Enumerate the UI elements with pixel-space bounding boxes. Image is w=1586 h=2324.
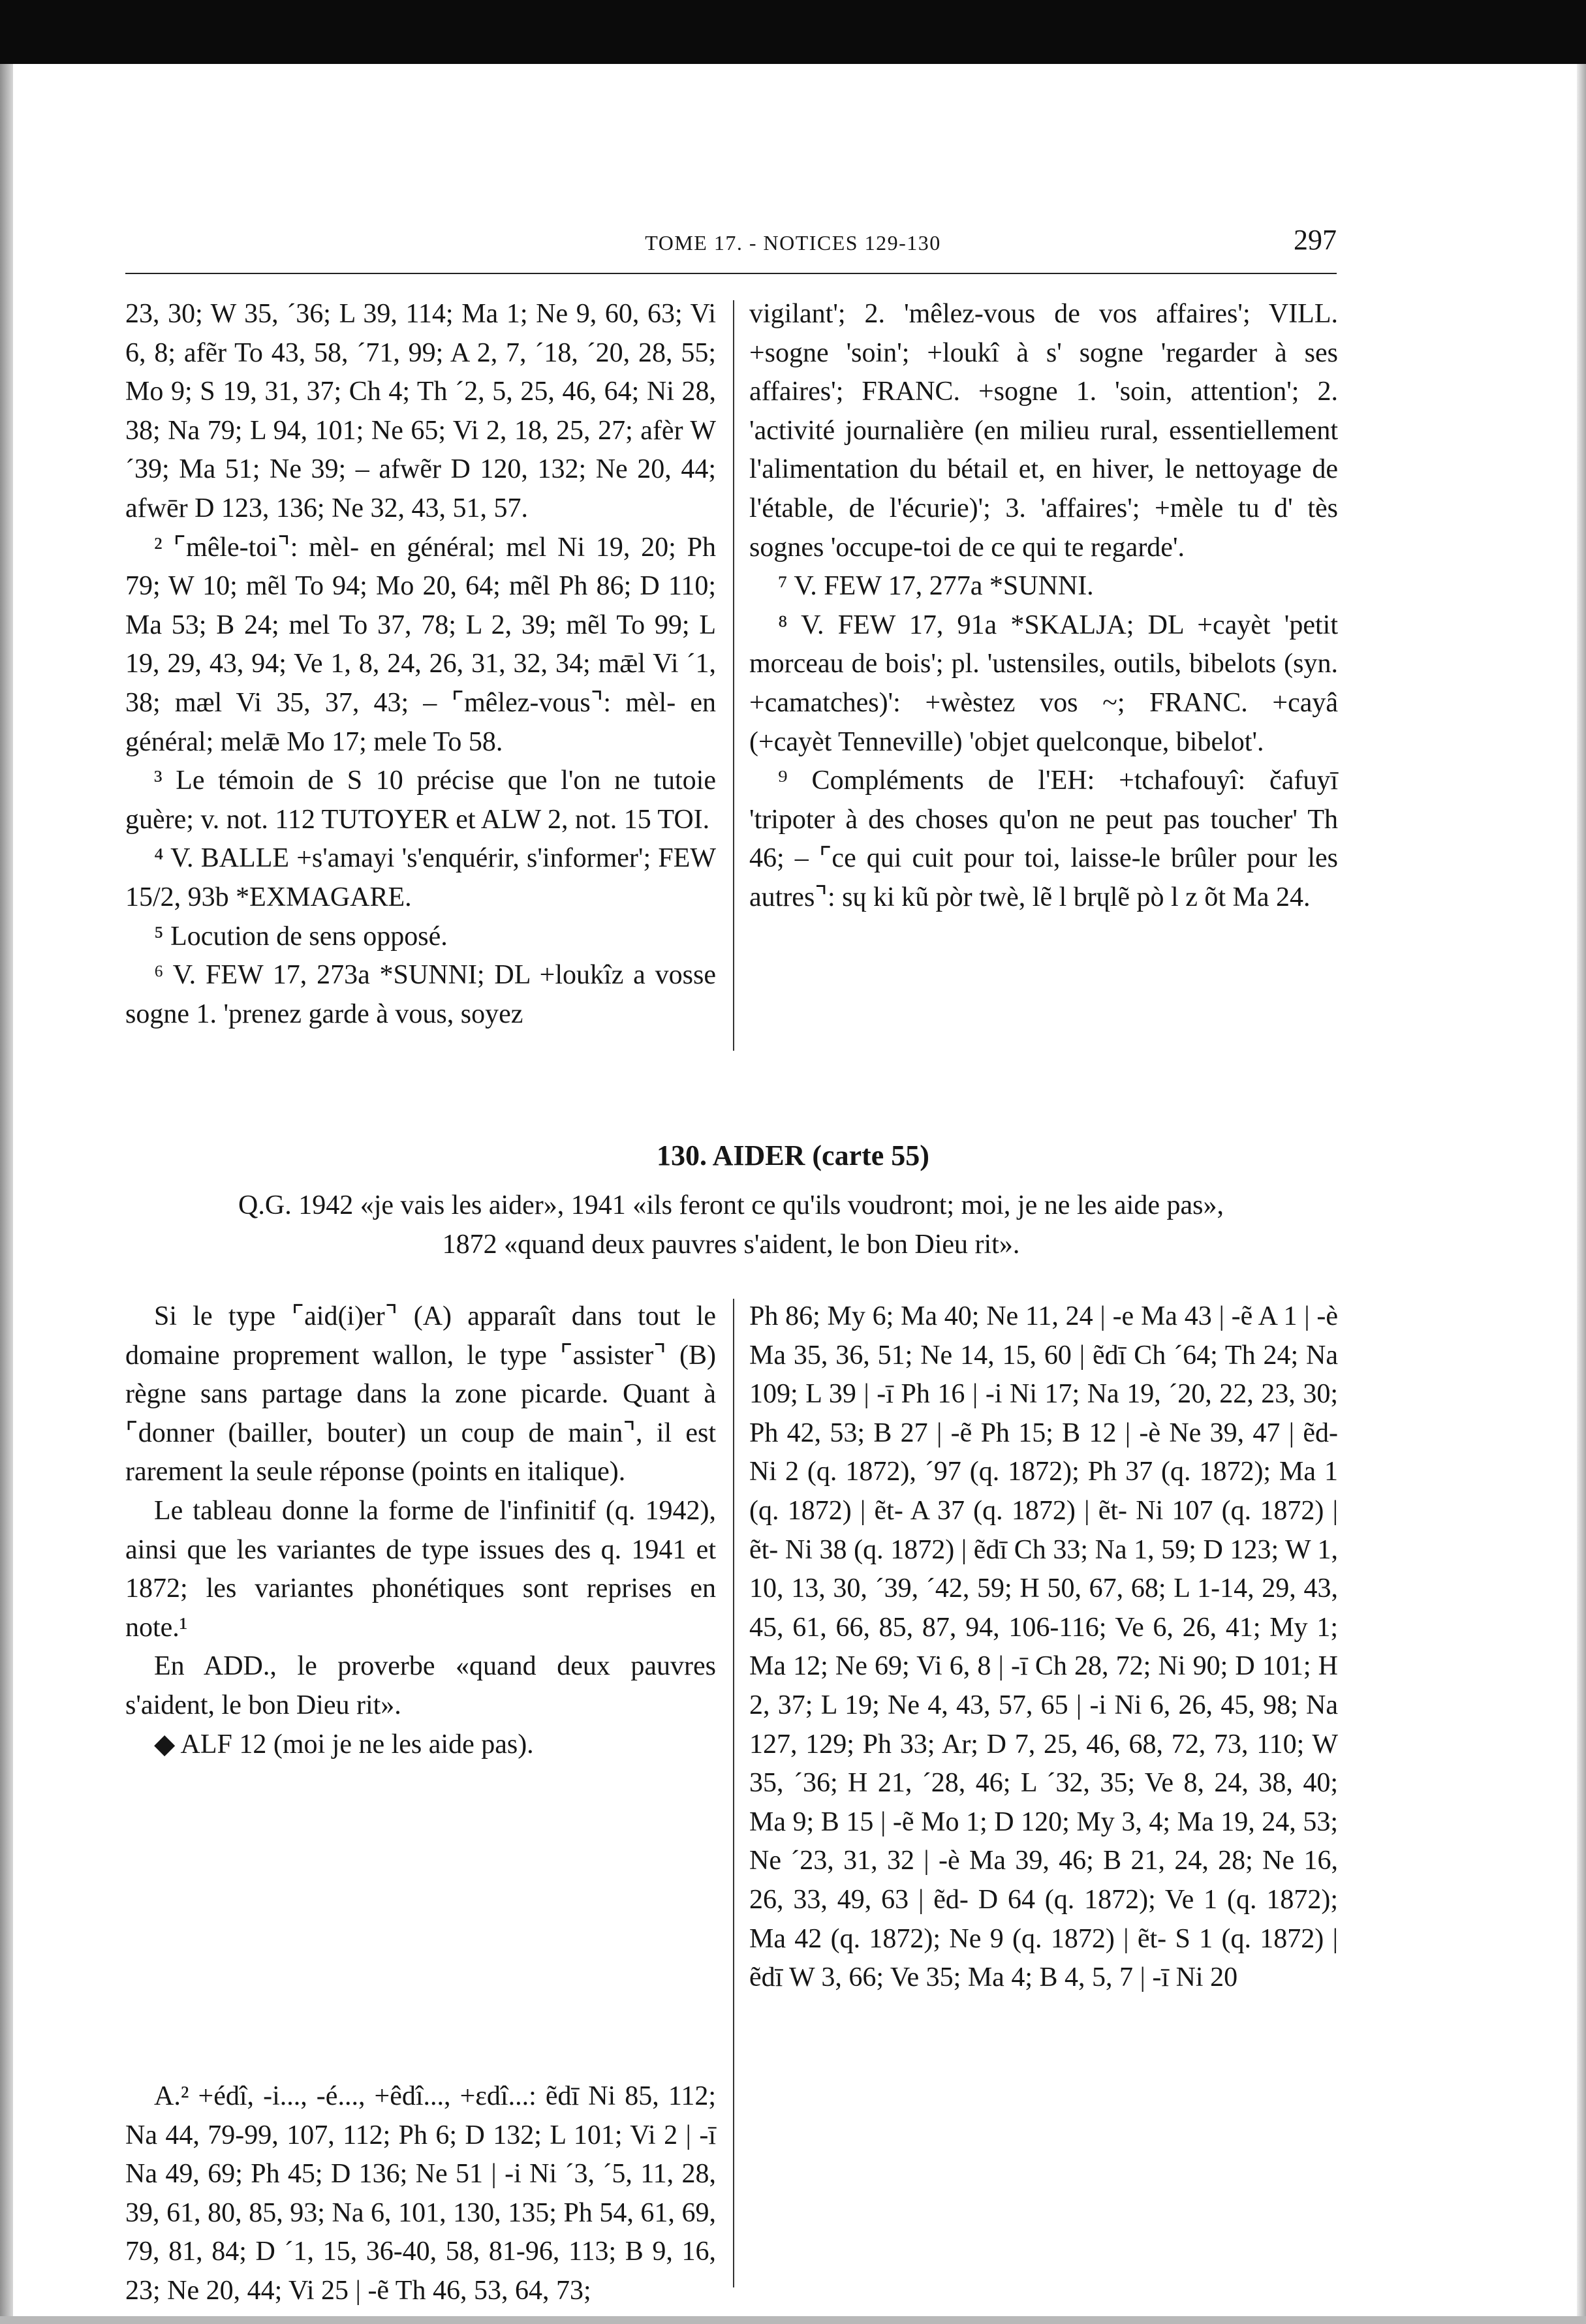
note-6-continuation: vigilant'; 2. 'mêlez-vous de vos affaires'; VILL. +sogne 'soin'; +loukî à s' sogne 'regarder à ses affaires'; FRANC. +sogne 1. 'soin, attention'; 2. 'activité journalière (en milieu rural, essentiellement l'alimentation du bétail et, en hiver, le nettoyage de l'étable, de l'écurie)'; 3. 'affaires'; +mèle tu d' tès sognes 'occupe-toi de ce qui te regarde'. [749,299,1338,563]
section-title: 130. AIDER (carte 55) [657,1139,929,1171]
forms-list-a-continuation: Ph 86; My 6; Ma 40; Ne 11, 24 | -e Ma 43 | -ẽ A 1 | -è Ma 35, 36, 51; Ne 14, 15, 60 | ẽdī Ch ´64; Th 24; Na 109; L 39 | -ī Ph 16 | -i Ni 17; Na 19, ´20, 22, 23, 30; Ph 42, 53; B 27 | -ẽ Ph 15; B 12 | -è Ne 39, 47 | ẽd- Ni 2 (q. 1872), ´97 (q. 1872); Ph 37 (q. 1872); Ma 1 (q. 1872) | ẽt- A 37 (q. 1872) | ẽt- Ni 107 (q. 1872) | ẽt- Ni 38 (q. 1872) | ẽdī Ch 33; Na 1, 59; D 123; W 1, 10, 13, 30, ´39, ´42, 59; H 50, 67, 68; L 1-14, 29, 43, 45, 61, 66, 85, 87, 94, 106-116; Ve 6, 26, 41; My 1; Ma 12; Ne 69; Vi 6, 8 | -ī Ch 28, 72; Ni 90; D 101; H 2, 37; L 19; Ne 4, 43, 57, 65 | -i Ni 6, 26, 45, 98; Na 127, 129; Ph 33; Ar; D 7, 25, 46, 68, 72, 73, 110; W 35, ´36; H 21, ´28, 46; L ´32, 35; Ve 8, 24, 38, 40; Ma 9; B 15 | -ẽ Mo 1; D 120; My 3, 4; Ma 19, 24, 53; Ne ´23, 31, 32 | -è Ma 39, 46; B 21, 24, 28; Ne 16, 26, 33, 49, 63 | ẽd- D 64 (q. 1872); Ve 1 (q. 1872); Ma 42 (q. 1872); Ne 9 (q. 1872) | ẽt- S 1 (q. 1872) | ẽdī W 3, 66; Ve 35; Ma 4; B 4, 5, 7 | -ī Ni 20 [749,1301,1338,1993]
note-5: ⁵ Locution de sens opposé. [154,921,448,952]
note-6: ⁶ V. FEW 17, 273a *SUNNI; DL +loukîz a vosse sogne 1. 'prenez garde à vous, soyez [125,960,716,1029]
note-2: ² ⌜mêle-toi⌝: mèl- en général; mɛl Ni 19, 20; Ph 79; W 10; mẽl To 94; Mo 20, 64; mẽl Ph 86; D 110; Ma 53; B 24; mel To 37, 78; L 2, 39; mẽl To 99; L 19, 29, 43, 94; Ve 1, 8, 24, 26, 31, 32, 34; mǣl Vi ´1, 38; mæl Vi 35, 37, 43; – ⌜mêlez-vous⌝: mèl- en général; melǣ Mo 17; mele To 58. [125,532,716,757]
forms-left-column [125,2077,716,2306]
notes-left-column [125,295,716,1055]
forms-list-a: A.² +édî, -i..., -é..., +êdî..., +ɛdî...: ẽdī Ni 85, 112; Na 44, 79-99, 107, 112; Ph 6; D 132; L 101; Vi 2 | -ī Na 49, 69; Ph 45; D 136; Ne 51 | -i Ni ´3, ´5, 11, 28, 39, 61, 80, 85, 93; Na 6, 101, 130, 135; Ph 54, 61, 69, 79, 81, 84; D ´1, 15, 36-40, 58, 81-96, 113; B 9, 16, 23; Ne 20, 44; Vi 25 | -ẽ Th 46, 53, 64, 73; [125,2081,716,2306]
qg-line-2: 1872 «quand deux pauvres s'aident, le bon Dieu rit». [442,1230,1020,1260]
note-3: ³ Le témoin de S 10 précise que l'on ne tutoie guère; v. not. 112 TUTOYER et ALW 2, not. 15 TOI. [125,766,716,835]
running-header [0,223,1586,262]
alf-reference: ◆ ALF 12 (moi je ne les aide pas). [154,1729,534,1759]
questionnaire-line [125,1186,1337,1264]
note-9: ⁹ Compléments de l'EH: +tchafouyî: čafuyī 'tripoter à des choses qu'on ne peut pas toucher' Th 46; – ⌜ce qui cuit pour toi, laisse-le brûler pour les autres⌝: sɥ ki kũ pòr twè, lẽ l brɥlẽ pò l z õt Ma 24. [749,766,1338,912]
note-7: ⁷ V. FEW 17, 277a *SUNNI. [778,571,1094,602]
column-divider-top [733,300,734,1051]
column-divider-bottom [733,1299,734,2287]
scan-right-edge [1577,64,1586,2324]
qg-line-1: Q.G. 1942 «je vais les aider», 1941 «ils feront ce qu'ils voudront; moi, je ne les aide pas», [238,1190,1224,1220]
body-left-column [125,1297,716,2035]
scan-left-edge [0,64,13,2324]
header-rule [125,273,1337,274]
body-paragraph-2: Le tableau donne la forme de l'infinitif (q. 1942), ainsi que les variantes de type issues des q. 1941 et 1872; les variantes phonétiques sont reprises en note.¹ [125,1495,716,1643]
body-paragraph-1: Si le type ⌜aid(i)er⌝ (A) apparaît dans tout le domaine proprement wallon, le type ⌜assister⌝ (B) règne sans partage dans la zone picarde. Quant à ⌜donner (bailler, bouter) un coup de main⌝, il est rarement la seule réponse (points en italique). [125,1301,716,1487]
forms-right-column [749,1297,1338,2289]
page-number: 297 [1294,224,1337,256]
note-continuation: 23, 30; W 35, ´36; L 39, 114; Ma 1; Ne 9, 60, 63; Vi 6, 8; afẽr To 43, 58, ´71, 99; A 2, 7, ´18, ´20, 28, 55; Mo 9; S 19, 31, 37; Ch 4; Th ´2, 5, 25, 46, 64; Ni 28, 38; Na 79; L 94, 101; Ne 65; Vi 2, 18, 25, 27; afèr W ´39; Ma 51; Ne 39; – afwẽr D 120, 132; Ne 20, 44; afwēr D 123, 136; Ne 32, 43, 51, 57. [125,299,716,523]
scan-bottom-edge [0,2316,1586,2324]
body-paragraph-3: En ADD., le proverbe «quand deux pauvres s'aident, le bon Dieu rit». [125,1651,716,1720]
scan-top-border [0,0,1586,64]
notes-right-column [749,295,1338,980]
note-4: ⁴ V. BALLE +s'amayi 's'enquérir, s'informer'; FEW 15/2, 93b *EXMAGARE. [125,843,716,912]
running-title: TOME 17. - NOTICES 129-130 [645,231,941,255]
note-8: ⁸ V. FEW 17, 91a *SKALJA; DL +cayèt 'petit morceau de bois'; pl. 'ustensiles, outils, bibelots (syn. +camatches)': +wèstez vos ~; FRANC. +cayâ (+cayèt Tenneville) 'objet quelconque, bibelot'. [749,610,1338,757]
